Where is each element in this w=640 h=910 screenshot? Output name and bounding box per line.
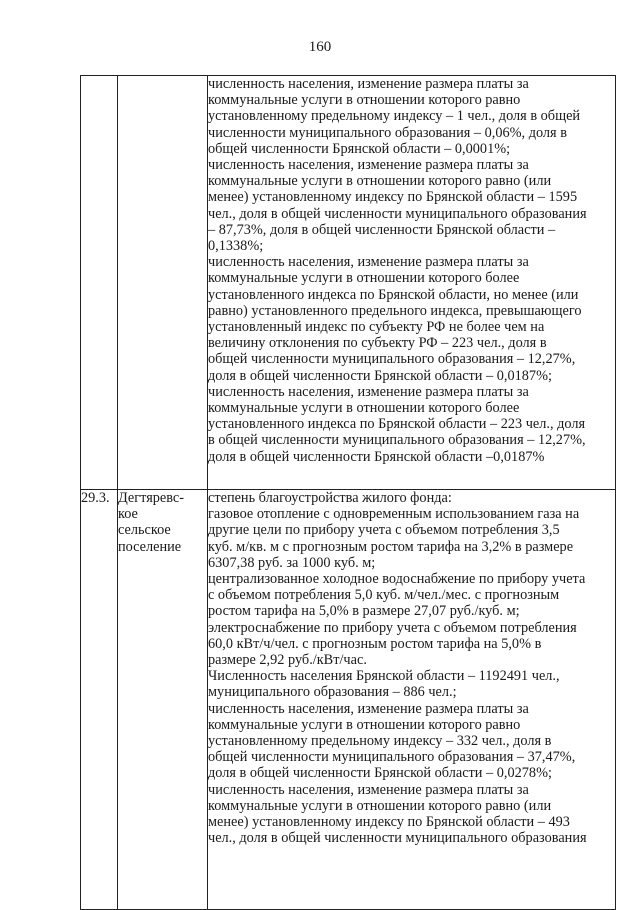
description-line: электроснабжение по прибору учета с объемом потребления	[208, 619, 577, 636]
description-line: коммунальные услуги в отношении которого более	[208, 400, 520, 417]
description-cell	[208, 490, 616, 910]
description-line: численность населения, изменение размера платы за	[208, 781, 529, 798]
description-line: коммунальные услуги в отношении которого более	[208, 270, 520, 287]
description-cell	[208, 76, 616, 490]
description-line: коммунальные услуги в отношении которого равно	[208, 716, 521, 733]
settlement-cell	[118, 76, 208, 490]
row-number-cell: 29.3.	[81, 490, 118, 910]
description-line: размере 2,92 руб./кВт/час.	[208, 652, 367, 669]
description-line: менее) установленному индексу по Брянской области – 1595	[208, 189, 578, 206]
settlement-line: сельское	[118, 522, 171, 539]
description-line: 6307,38 руб. за 1000 куб. м;	[208, 554, 376, 571]
description-line: доля в общей численности Брянской области – 0,0187%;	[208, 367, 552, 384]
description-line: установленный индекс по субъекту РФ не более чем на	[208, 319, 545, 336]
description-line: общей численности муниципального образования – 12,27%,	[208, 351, 576, 368]
settlement-line: Дегтяревс-	[118, 490, 185, 506]
page-number: 160	[308, 39, 332, 55]
settlement-line: поселение	[118, 538, 182, 555]
description-line: – 87,73%, доля в общей численности Брянской области –	[208, 221, 556, 238]
description-line: 0,1338%;	[208, 238, 264, 255]
description-line: установленному предельному индексу – 1 чел., доля в общей	[208, 108, 581, 125]
description-line: доля в общей численности Брянской области – 0,0278%;	[208, 765, 552, 782]
description-line: доля в общей численности Брянской области –0,0187%	[208, 448, 545, 465]
description-line: куб. м/кв. м с прогнозным ростом тарифа на 3,2% в размере	[208, 538, 574, 555]
description-line: менее) установленному индексу по Брянской области – 493	[208, 814, 570, 831]
description-line: установленного индекса по Брянской области – 223 чел., доля	[208, 416, 586, 433]
description-line: муниципального образования – 886 чел.;	[208, 684, 457, 701]
description-line: численность населения, изменение размера платы за	[208, 254, 529, 271]
settlement-cell	[118, 490, 208, 910]
description-line: общей численности муниципального образования – 37,47%,	[208, 749, 576, 766]
description-line: газовое отопление с одновременным использованием газа на	[208, 506, 580, 523]
description-line: величину отклонения по субъекту РФ – 223 чел., доля в	[208, 335, 547, 352]
description-line: с объемом потребления 5,0 куб. м/чел./мес. с прогнозным	[208, 587, 560, 604]
description-line: численность населения, изменение размера платы за	[208, 157, 529, 174]
description-line: установленного индекса по Брянской области, но менее (или	[208, 286, 579, 303]
description-line: численность населения, изменение размера платы за	[208, 700, 529, 717]
description-line: в общей численности муниципального образования – 12,27%,	[208, 432, 586, 449]
description-line: численность населения, изменение размера платы за	[208, 76, 529, 92]
description-line: другие цели по прибору учета с объемом потребления 3,5	[208, 522, 560, 539]
document-table	[80, 75, 616, 910]
description-line: коммунальные услуги в отношении которого равно (или	[208, 797, 552, 814]
description-line: чел., доля в общей численности муниципального образования	[208, 205, 587, 222]
table-row	[81, 76, 616, 490]
description-line: централизованное холодное водоснабжение по прибору учета	[208, 571, 586, 588]
table-row	[81, 490, 616, 910]
description-line: степень благоустройства жилого фонда:	[208, 490, 452, 506]
description-line: общей численности Брянской области – 0,0001%;	[208, 140, 511, 157]
description-line: численности муниципального образования – 0,06%, доля в	[208, 124, 567, 141]
settlement-line: кое	[118, 506, 138, 523]
description-line: Численность населения Брянской области – 1192491 чел.,	[208, 668, 560, 685]
description-line: ростом тарифа на 5,0% в размере 27,07 руб./куб. м;	[208, 603, 520, 620]
description-line: установленному предельному индексу – 332 чел., доля в	[208, 733, 552, 750]
description-line: 60,0 кВт/ч/чел. с прогнозным ростом тарифа на 5,0% в	[208, 635, 542, 652]
description-line: коммунальные услуги в отношении которого равно (или	[208, 173, 552, 190]
description-line: коммунальные услуги в отношении которого равно	[208, 92, 521, 109]
row-number-cell	[81, 76, 118, 490]
description-line: чел., доля в общей численности муниципального образования	[208, 830, 587, 847]
description-line: равно) установленного предельного индекса, превышающего	[208, 302, 582, 319]
description-line: численность населения, изменение размера платы за	[208, 383, 529, 400]
